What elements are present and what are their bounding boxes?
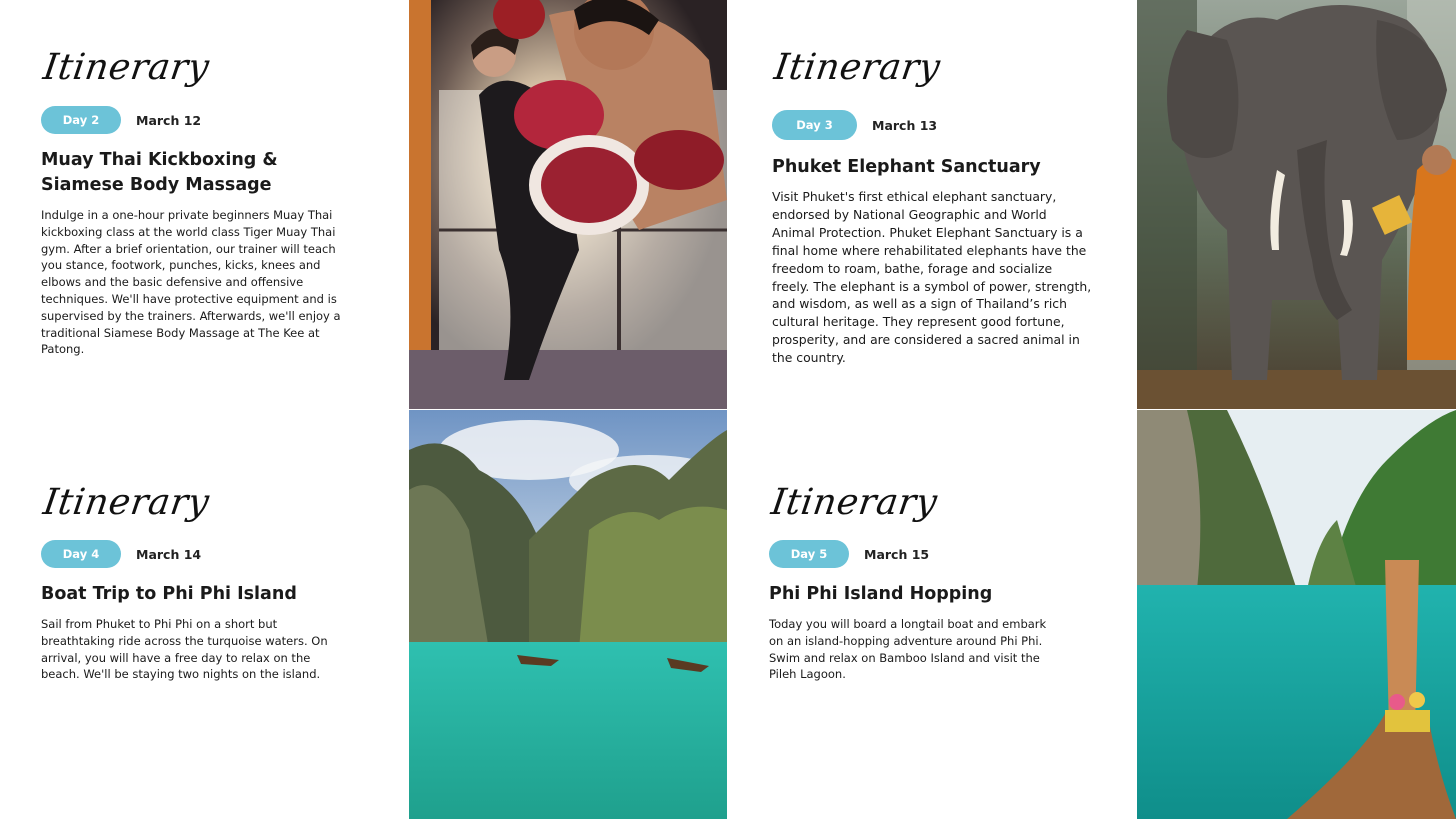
date-label: March 14 <box>136 546 202 562</box>
day-badge: Day 5 <box>769 540 849 568</box>
elephant-photo <box>1137 0 1456 409</box>
itinerary-card-day2 <box>40 47 351 358</box>
muay-thai-photo <box>409 0 727 409</box>
day-badge: Day 2 <box>41 106 121 134</box>
itinerary-heading: Itinerary <box>771 47 943 88</box>
activity-description: Visit Phuket's first ethical elephant sanctuary, endorsed by National Geographic and World Animal Protection. Phuket Elephant Sanctuary is a final home where rehabilitated elephants have the freedom to roam, bathe, forage and socialize freely. The elephant is a symbol of power, strength, and wisdom, as well as a sign of Thailand’s rich cultural heritage. They represent good fortune, prosperity, and are considered a sacred animal in the country. <box>772 189 1092 366</box>
activity-description: Sail from Phuket to Phi Phi on a short but breathtaking ride across the turquoise waters. On arrival, you will have a free day to relax on the beach. We'll be staying two nights on the island. <box>41 617 328 682</box>
activity-title: Phuket Elephant Sanctuary <box>772 157 1041 177</box>
date-label: March 15 <box>864 546 930 562</box>
activity-title: Phi Phi Island Hopping <box>769 584 993 604</box>
activity-title: Muay Thai Kickboxing & Siamese Body Massage <box>41 150 278 195</box>
itinerary-card-day5 <box>768 482 1059 683</box>
itinerary-card-day3 <box>771 47 1092 367</box>
activity-title: Boat Trip to Phi Phi Island <box>41 584 297 604</box>
date-label: March 12 <box>136 112 202 128</box>
itinerary-heading: Itinerary <box>40 47 212 88</box>
date-label: March 13 <box>872 117 938 133</box>
activity-description: Today you will board a longtail boat and embark on an island-hopping adventure around Phi Phi. Swim and relax on Bamboo Island and visit the Pileh Lagoon. <box>769 617 1047 682</box>
itinerary-heading: Itinerary <box>768 482 940 523</box>
longtail-boat-lagoon-photo <box>1137 410 1456 819</box>
phi-phi-bay-photo <box>409 410 727 819</box>
activity-description: Indulge in a one-hour private beginners Muay Thai kickboxing class at the world class Tiger Muay Thai gym. After a brief orientation, our trainer will teach you stance, footwork, punches, kicks, knees and elbows and the basic defensive and offensive techniques. We'll have protective equipment and is supervised by the trainers. Afterwards, we'll enjoy a traditional Siamese Body Massage at The Kee at Patong. <box>41 208 341 357</box>
day-badge: Day 4 <box>41 540 121 568</box>
day-badge: Day 3 <box>772 110 857 140</box>
itinerary-heading: Itinerary <box>40 482 212 523</box>
itinerary-card-day4 <box>40 482 341 683</box>
